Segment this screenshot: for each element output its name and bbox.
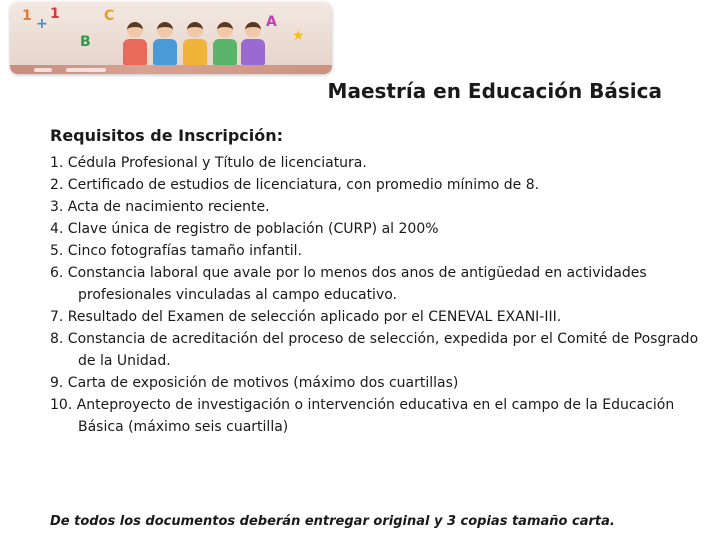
slide-title: Maestría en Educación Básica — [327, 79, 662, 103]
decoration-letter: 1 — [22, 8, 32, 24]
child-figure — [122, 22, 148, 65]
list-item: 1. Cédula Profesional y Título de licenciatura. — [50, 155, 367, 171]
footnote: De todos los documentos deberán entregar original y 3 copias tamaño carta. — [50, 514, 615, 529]
list-item: 2. Certificado de estudios de licenciatura, con promedio mínimo de 8. — [50, 177, 540, 193]
decoration-letter: C — [104, 8, 115, 24]
requirements-heading: Requisitos de Inscripción: — [50, 126, 284, 145]
star-icon: ★ — [292, 28, 305, 44]
list-item: 10. Anteproyecto de investigación o intervención educativa en el campo de la Educación Básica (máximo seis cuartilla) — [50, 397, 675, 435]
list-item: 6. Constancia laboral que avale por lo menos dos anos de antigüedad en actividades profesionales vinculadas al campo educativo. — [50, 265, 647, 303]
list-item: 3. Acta de nacimiento reciente. — [50, 199, 270, 215]
decoration-letter: 1 — [50, 6, 60, 22]
banner-strip — [10, 65, 332, 74]
list-item: 7. Resultado del Examen de selección aplicado por el CENEVAL EXANI-III. — [50, 309, 562, 325]
list-item: 4. Clave única de registro de población (CURP) al 200% — [50, 221, 439, 237]
list-item: 5. Cinco fotografías tamaño infantil. — [50, 243, 303, 259]
requirements-list — [50, 152, 710, 438]
header-banner-image — [10, 2, 332, 74]
decoration-letter: + — [36, 16, 48, 32]
child-figure — [212, 22, 238, 65]
decoration-letter: A — [266, 14, 277, 30]
decoration-letter: B — [80, 34, 91, 50]
child-figure — [182, 22, 208, 65]
child-figure — [240, 22, 266, 65]
list-item: 8. Constancia de acreditación del proceso de selección, expedida por el Comité de Posgrado de la Unidad. — [50, 331, 699, 369]
child-figure — [152, 22, 178, 65]
list-item: 9. Carta de exposición de motivos (máximo dos cuartillas) — [50, 375, 459, 391]
